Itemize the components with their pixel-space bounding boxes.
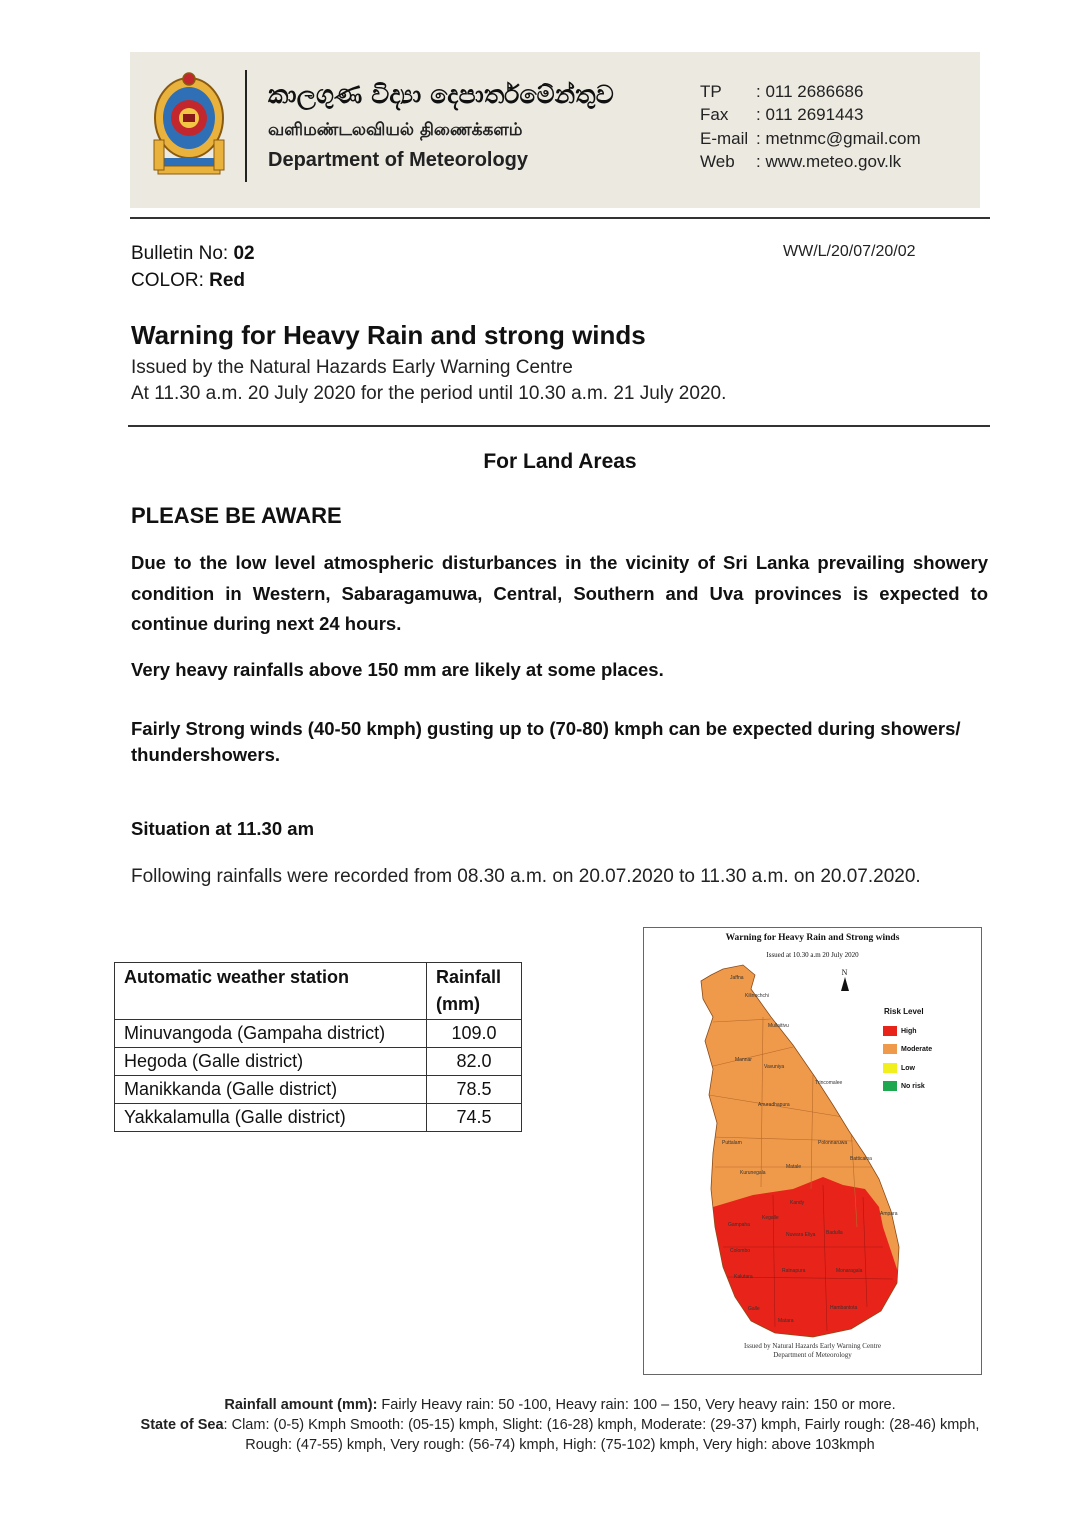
bulletin-color-value: Red <box>209 270 246 291</box>
district-label: Colombo <box>730 1248 751 1254</box>
header-rule <box>130 217 990 219</box>
contact-phone <box>700 80 921 103</box>
legend-item-moderate <box>883 1044 932 1054</box>
legend-label: High <box>901 1027 917 1035</box>
district-label: Nuwara Eliya <box>786 1232 816 1238</box>
contact-email <box>700 127 921 150</box>
warning-paragraph-rainfall: Very heavy rainfalls above 150 mm are likely at some places. <box>131 659 664 680</box>
district-label: Hambantota <box>830 1305 858 1311</box>
legend-title: Risk Level <box>884 1007 924 1016</box>
department-name-english: Department of Meteorology <box>268 149 529 171</box>
contact-value: : www.meteo.gov.lk <box>756 151 902 171</box>
district-label: Batticaloa <box>850 1156 872 1162</box>
state-of-sea-label: State of Sea <box>140 1417 224 1433</box>
table-row <box>115 1076 522 1104</box>
district-label: Ampara <box>880 1211 898 1217</box>
district-label: Vavuniya <box>764 1064 785 1070</box>
legend-item-high <box>883 1026 917 1036</box>
letterhead-divider <box>245 70 247 182</box>
bulletin-meta <box>131 240 255 294</box>
district-label: Matara <box>778 1318 794 1324</box>
rainfall-cell: 78.5 <box>427 1076 522 1104</box>
legend-label: Moderate <box>901 1045 933 1053</box>
district-label: Matale <box>786 1164 802 1170</box>
district-label: Kegalle <box>762 1215 779 1221</box>
legend-swatch <box>883 1081 897 1091</box>
title-rule <box>128 425 990 427</box>
recorded-rainfall-intro: Following rainfalls were recorded from 08.30 a.m. on 20.07.2020 to 11.30 a.m. on 20.07.2020. <box>131 866 921 887</box>
warning-paragraph-winds: Fairly Strong winds (40-50 kmph) gusting up to (70-80) kmph can be expected during showers/ thundershowers. <box>131 718 961 765</box>
legend-swatch <box>883 1063 897 1073</box>
situation-heading: Situation at 11.30 am <box>131 818 315 839</box>
sri-lanka-risk-map <box>643 927 982 1375</box>
map-subtitle: Issued at 10.30 a.m 20 July 2020 <box>766 951 859 959</box>
contact-label: E-mail <box>700 128 749 148</box>
rainfall-amount-text: Fairly Heavy rain: 50 -100, Heavy rain: 100 – 150, Very heavy rain: 150 or more. <box>377 1397 896 1413</box>
table-row <box>115 1048 522 1076</box>
contact-value: : 011 2686686 <box>756 82 864 101</box>
station-cell: Yakkalamulla (Galle district) <box>115 1104 427 1132</box>
sri-lanka-emblem-icon <box>150 70 228 180</box>
issued-by: Issued by the Natural Hazards Early Warning Centre <box>131 357 573 378</box>
district-label: Badulla <box>826 1230 843 1236</box>
district-label: Kurunegala <box>740 1170 766 1176</box>
table-row <box>115 1020 522 1048</box>
district-label: Kandy <box>790 1200 805 1206</box>
rainfall-table <box>114 962 522 1132</box>
contact-fax <box>700 103 921 126</box>
district-label: Kilinochchi <box>745 993 769 999</box>
state-of-sea-text: : Clam: (0-5) Kmph Smooth: (05-15) kmph, Slight: (16-28) kmph, Moderate: (29-37) kmph, Fairly rough: (28-46) kmph, Rough: (47-55) kmph, Very rough: (56-74) kmph, High: (75-102) kmph, Very high: above 103kmph <box>223 1417 980 1453</box>
station-cell: Manikkanda (Galle district) <box>115 1076 427 1104</box>
district-label: Ratnapura <box>782 1268 806 1274</box>
bulletin-number <box>131 240 255 267</box>
map-title: Warning for Heavy Rain and Strong winds <box>725 933 900 943</box>
district-label: Mullaitivu <box>768 1023 789 1029</box>
district-label: Kalutara <box>734 1274 753 1280</box>
warning-paragraph-conditions: Due to the low level atmospheric disturbances in the vicinity of Sri Lanka prevailing showery condition in Western, Sabaragamuwa, Central, Southern and Uva provinces is expected to continue during next 24 hours. <box>131 552 988 634</box>
contact-label: Fax <box>700 105 729 125</box>
legend-swatch <box>883 1044 897 1054</box>
district-label: Galle <box>748 1306 760 1312</box>
legend-label: Low <box>901 1064 915 1072</box>
aware-heading: PLEASE BE AWARE <box>131 503 342 528</box>
district-label: Trincomalee <box>815 1080 843 1086</box>
bulletin-color <box>131 267 255 294</box>
district-label: Monaragala <box>836 1268 863 1274</box>
column-header-rainfall: Rainfall (mm) <box>427 963 522 1020</box>
section-title: For Land Areas <box>483 450 637 473</box>
rainfall-cell: 74.5 <box>427 1104 522 1132</box>
contact-value: : metnmc@gmail.com <box>756 128 921 148</box>
contact-value: : 011 2691443 <box>756 105 864 125</box>
map-footer-department: Department of Meteorology <box>773 1351 852 1359</box>
district-label: Anuradhapura <box>758 1102 790 1108</box>
rainfall-cell: 82.0 <box>427 1048 522 1076</box>
district-label: Puttalam <box>722 1140 742 1146</box>
contact-block <box>700 80 921 173</box>
contact-label: TP <box>700 82 722 101</box>
bulletin-reference: WW/L/20/07/20/02 <box>783 243 916 260</box>
legend-label: No risk <box>901 1082 925 1090</box>
table-row <box>115 1104 522 1132</box>
legend-item-low <box>883 1063 915 1073</box>
contact-label: Web <box>700 151 735 171</box>
rainfall-amount-note <box>130 1395 990 1415</box>
state-of-sea-note <box>130 1415 990 1455</box>
department-name-tamil: வளிமண்டலவியல் திணைக்களம் <box>268 120 523 140</box>
station-cell: Minuvangoda (Gampaha district) <box>115 1020 427 1048</box>
issued-info <box>131 355 726 407</box>
north-arrow-icon <box>840 968 849 991</box>
bulletin-color-label: COLOR: <box>131 270 210 291</box>
district-label: Mannar <box>735 1057 752 1063</box>
footnote <box>130 1395 990 1455</box>
contact-web <box>700 150 921 173</box>
bulletin-number-value: 02 <box>233 243 255 264</box>
issued-at: At 11.30 a.m. 20 July 2020 for the period until 10.30 a.m. 21 July 2020. <box>131 383 727 404</box>
warning-title: Warning for Heavy Rain and strong winds <box>131 320 646 350</box>
bulletin-number-label: Bulletin No: <box>131 243 234 264</box>
district-label: Polonnaruwa <box>818 1140 848 1146</box>
legend-item-no-risk <box>883 1081 925 1091</box>
map-footer <box>643 1342 982 1360</box>
table-header-row <box>115 963 522 1020</box>
district-label: Jaffna <box>730 975 744 981</box>
legend-swatch <box>883 1026 897 1036</box>
rainfall-amount-label: Rainfall amount (mm): <box>224 1397 378 1413</box>
column-header-station: Automatic weather station <box>115 963 427 1020</box>
department-name-sinhala: කාලගුණ විද්‍යා දෙපාර්තමේන්තුව <box>268 80 614 109</box>
rainfall-cell: 109.0 <box>427 1020 522 1048</box>
map-footer-issuer: Issued by Natural Hazards Early Warning Centre <box>744 1342 881 1350</box>
north-label: N <box>841 968 848 977</box>
district-label: Gampaha <box>728 1222 750 1228</box>
station-cell: Hegoda (Galle district) <box>115 1048 427 1076</box>
